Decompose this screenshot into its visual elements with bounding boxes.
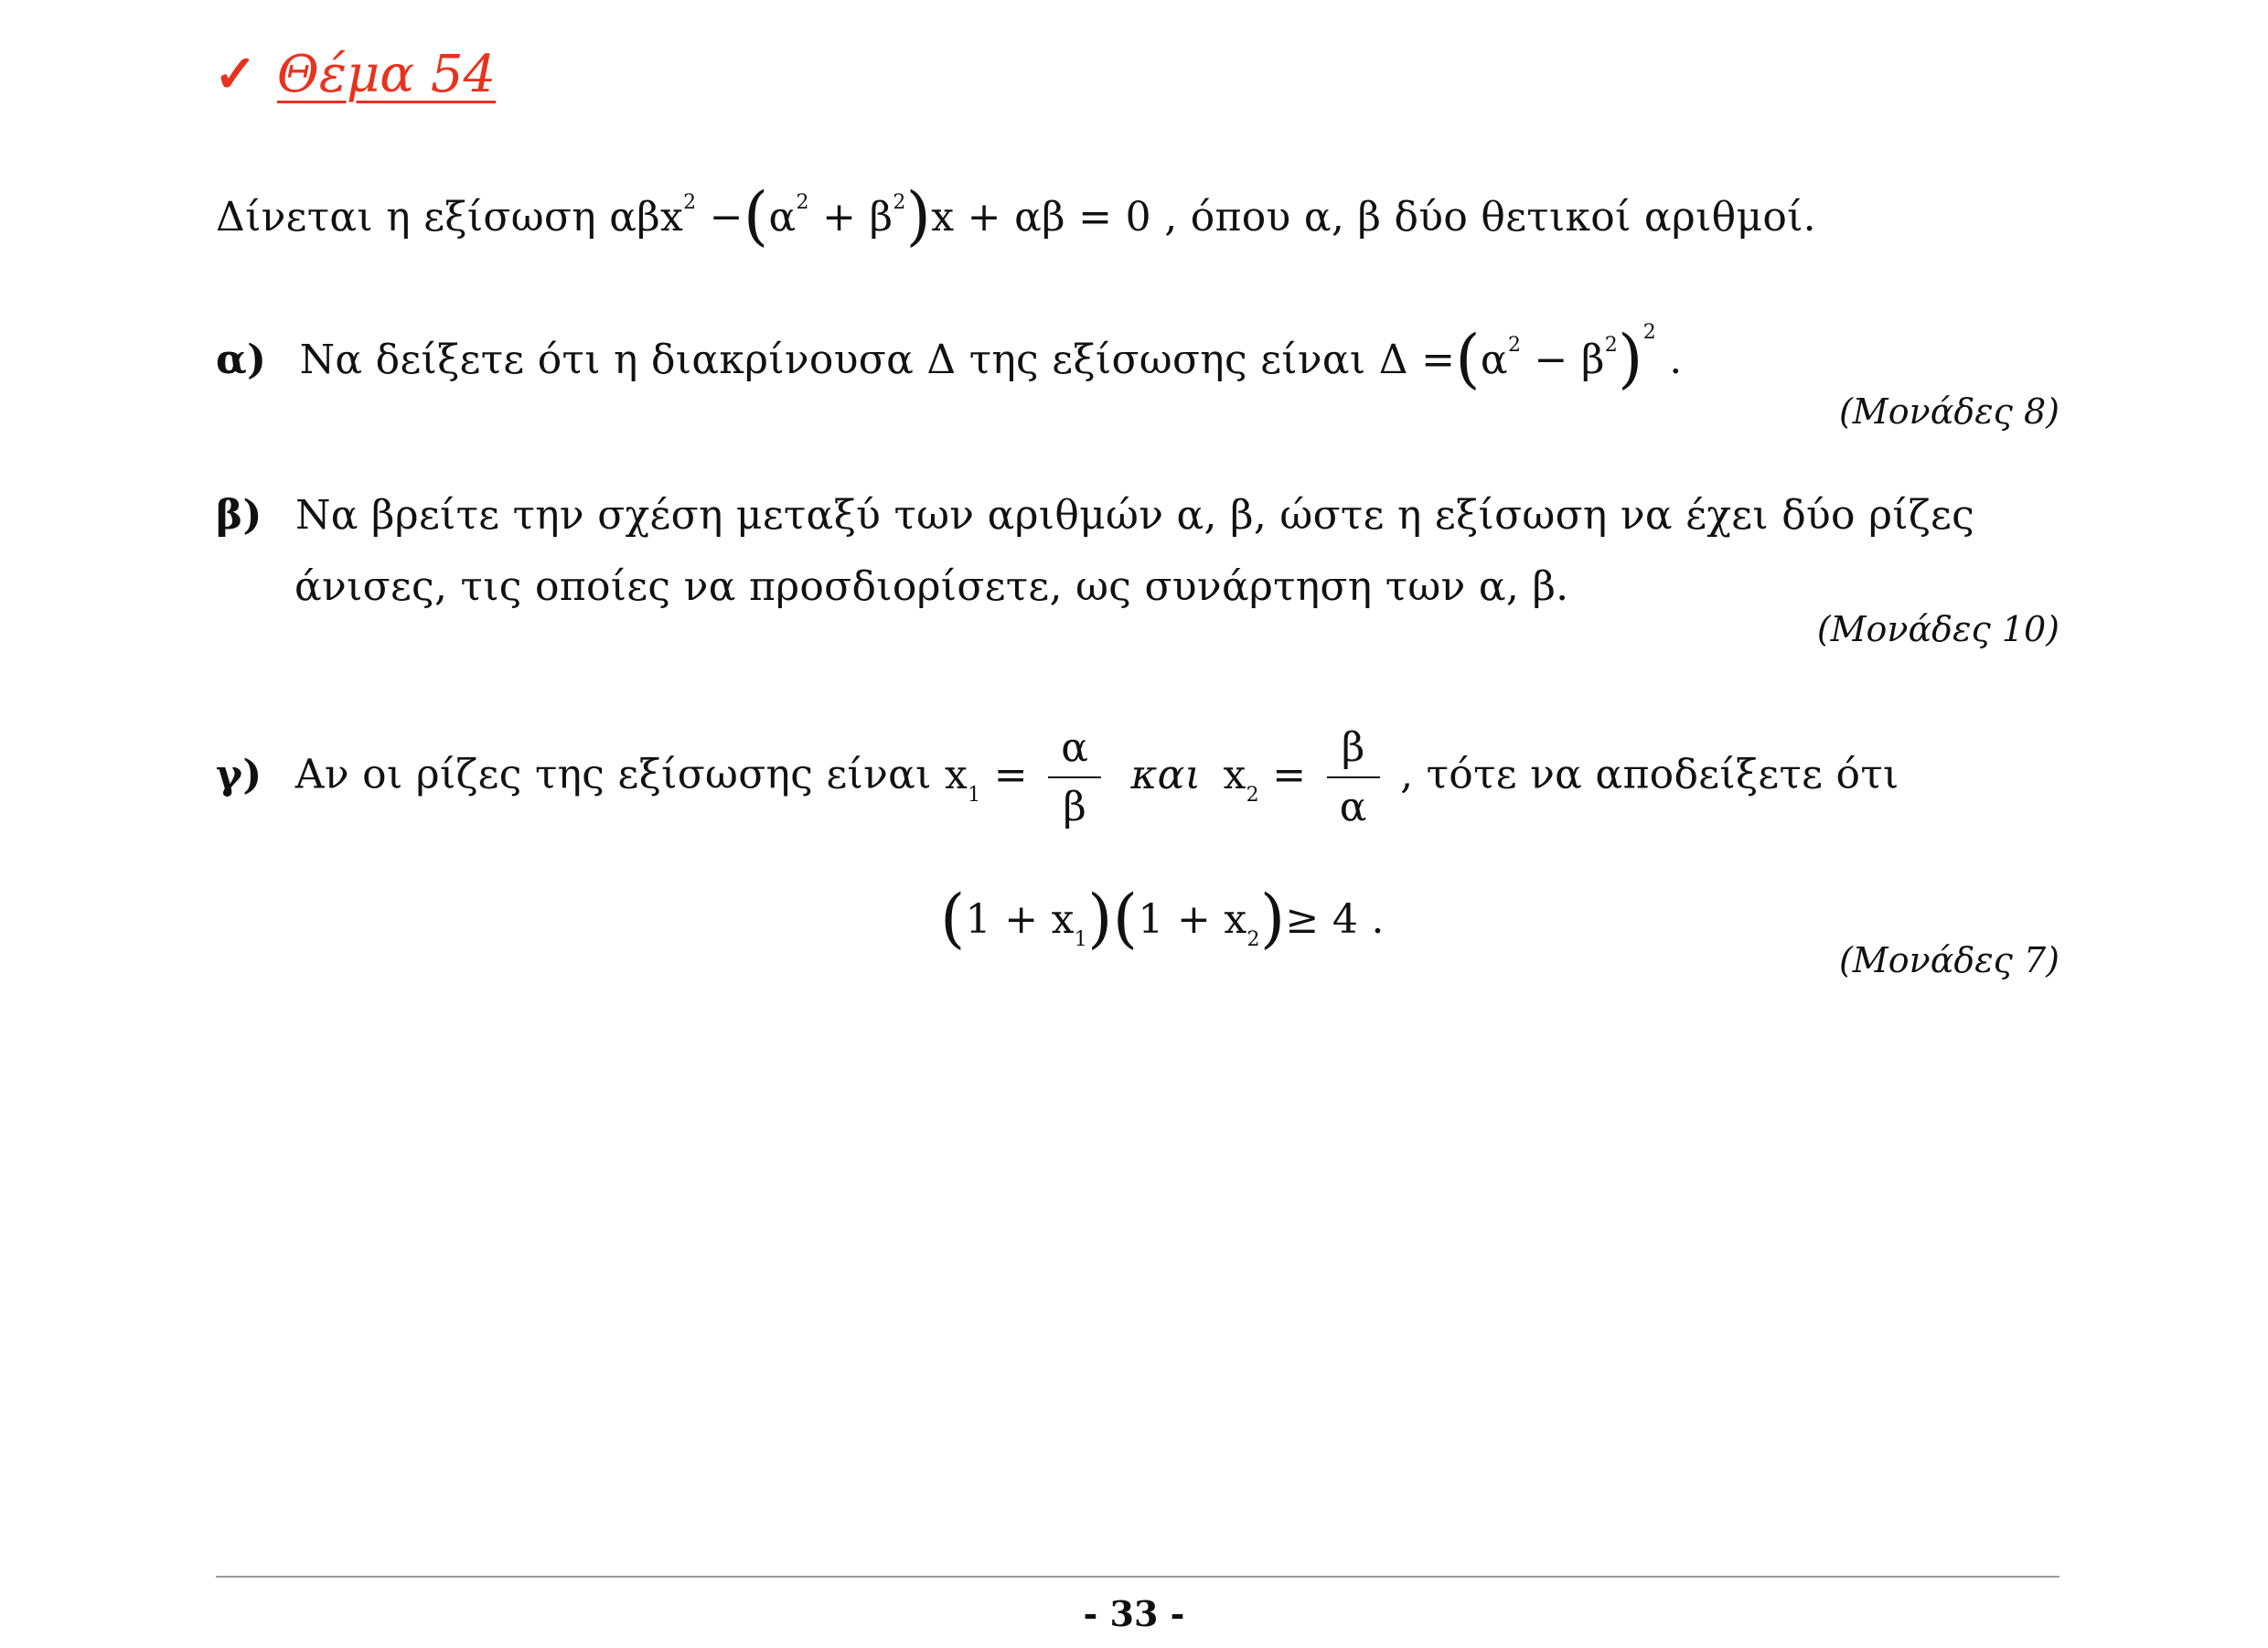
- part-c-equation-1: $x_1$ = $\frac{\alpha}{\beta}$: [945, 752, 1122, 798]
- fraction-alpha-over-beta: $\frac{\alpha}{\beta}$: [1048, 724, 1101, 830]
- intro-equation: $\alpha\beta x^2 -(\alpha^2 + \beta^2)x + \alpha\beta = 0$: [609, 178, 1151, 253]
- part-c-label: γ): [216, 751, 262, 798]
- fraction-beta-over-alpha: $\frac{\beta}{\alpha}$: [1327, 724, 1380, 830]
- title-text: Θέμα 54: [276, 45, 497, 104]
- part-b-label: β): [216, 492, 262, 539]
- part-a-points: (Μονάδες 8): [1838, 391, 2059, 432]
- part-b-line-1: [216, 492, 1974, 539]
- footer-divider: [216, 1576, 2059, 1578]
- page-number: - 33 -: [1083, 1593, 1185, 1634]
- part-c-and: και: [1130, 751, 1202, 798]
- part-b-text-1: Να βρείτε την σχέση μεταξύ των αριθμών α, β, ώστε η εξίσωση να έχει δύο ρίζες: [294, 492, 1975, 539]
- intro-tail: , όπου α, β δύο θετικοί αριθμοί.: [1164, 194, 1816, 241]
- check-icon: ✓: [214, 44, 257, 104]
- part-c-equation-2: $x_2$ = $\frac{\beta}{\alpha}$: [1224, 752, 1401, 798]
- part-c-text: Αν οι ρίζες της εξίσωσης είναι: [294, 751, 932, 798]
- part-a-line: [216, 321, 1683, 396]
- part-a-equation: $\Delta =(\alpha^2 - \beta^2)^2$ .: [1378, 321, 1683, 396]
- part-c-tail: , τότε να αποδείξετε ότι: [1400, 751, 1899, 798]
- section-title: [214, 44, 496, 104]
- part-a-text: Να δείξετε ότι η διακρίνουσα Δ της εξίσωσης είναι: [299, 337, 1366, 383]
- part-b-points: (Μονάδες 10): [1816, 609, 2059, 649]
- part-a-label: α): [216, 337, 267, 383]
- part-c-points: (Μονάδες 7): [1838, 940, 2059, 980]
- part-c-line: [216, 724, 1899, 830]
- inequality: $(1 + x_1)(1 + x_2)\ge 4$ .: [940, 881, 1385, 956]
- intro-line: [216, 178, 1816, 253]
- intro-text: Δίνεται η εξίσωση: [216, 194, 596, 241]
- part-b-line-2: άνισες, τις οποίες να προσδιορίσετε, ως συνάρτηση των α, β.: [294, 563, 1569, 610]
